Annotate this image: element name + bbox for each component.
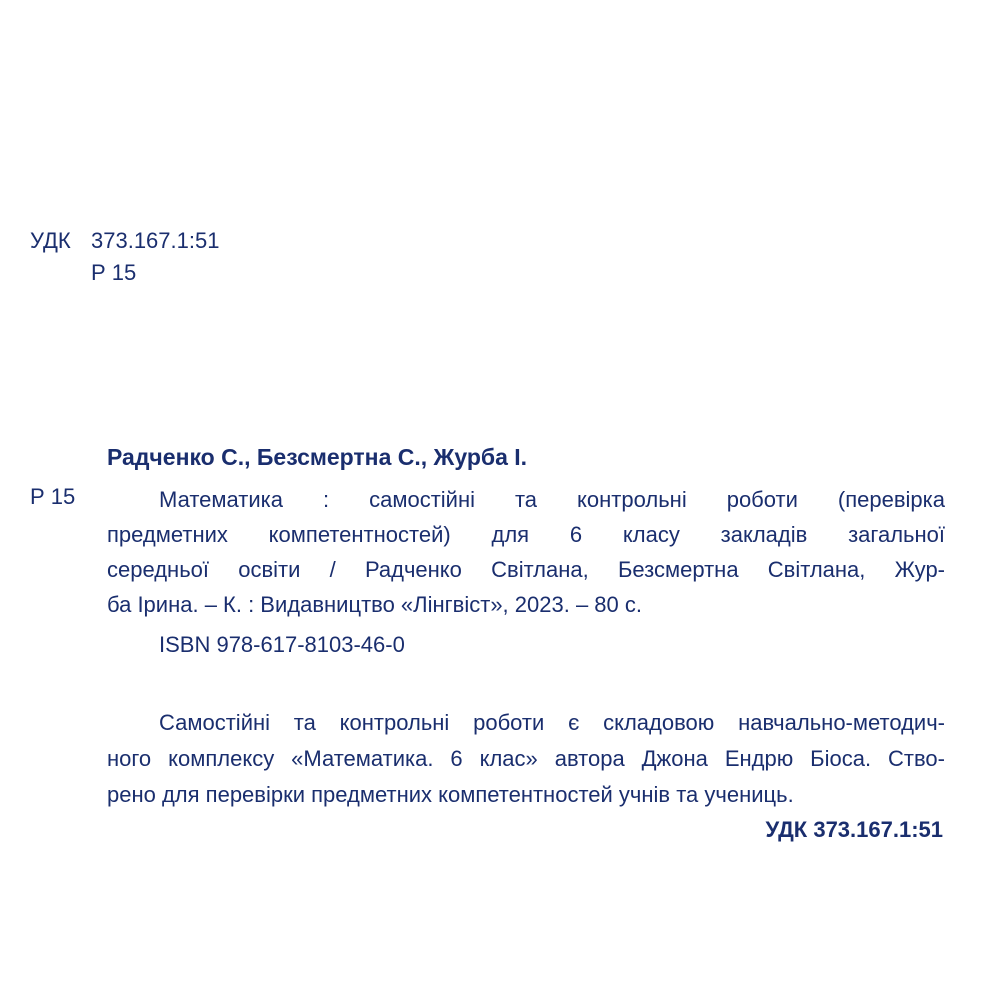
cutter-code-entry: Р 15 xyxy=(30,484,76,509)
description-line: ба Ірина. – К. : Видавництво «Лінгвіст», 2023. – 80 с. xyxy=(107,592,642,617)
udk-code: 373.167.1:51 xyxy=(91,228,220,253)
udk-label: УДК xyxy=(30,228,71,253)
cutter-code-top: Р 15 xyxy=(91,260,137,285)
udk-bottom: УДК 373.167.1:51 xyxy=(765,817,943,842)
description-line: Математика : самостійні та контрольні роботи (перевірка xyxy=(159,487,945,512)
annotation-line: ного комплексу «Математика. 6 клас» автора Джона Ендрю Біоса. Ство- xyxy=(107,746,945,771)
bibliographic-description xyxy=(107,482,945,622)
description-line: предметних компетентностей) для 6 класу закладів загальної xyxy=(107,522,945,547)
description-line: середньої освіти / Радченко Світлана, Безсмертна Світлана, Жур- xyxy=(107,557,945,582)
annotation-line: рено для перевірки предметних компетентностей учнів та учениць. xyxy=(107,782,794,807)
isbn: ISBN 978-617-8103-46-0 xyxy=(159,632,405,657)
annotation-line: Самостійні та контрольні роботи є складовою навчально-методич- xyxy=(159,710,945,735)
annotation xyxy=(107,705,945,813)
authors-heading: Радченко С., Безсмертна С., Журба І. xyxy=(107,444,528,470)
